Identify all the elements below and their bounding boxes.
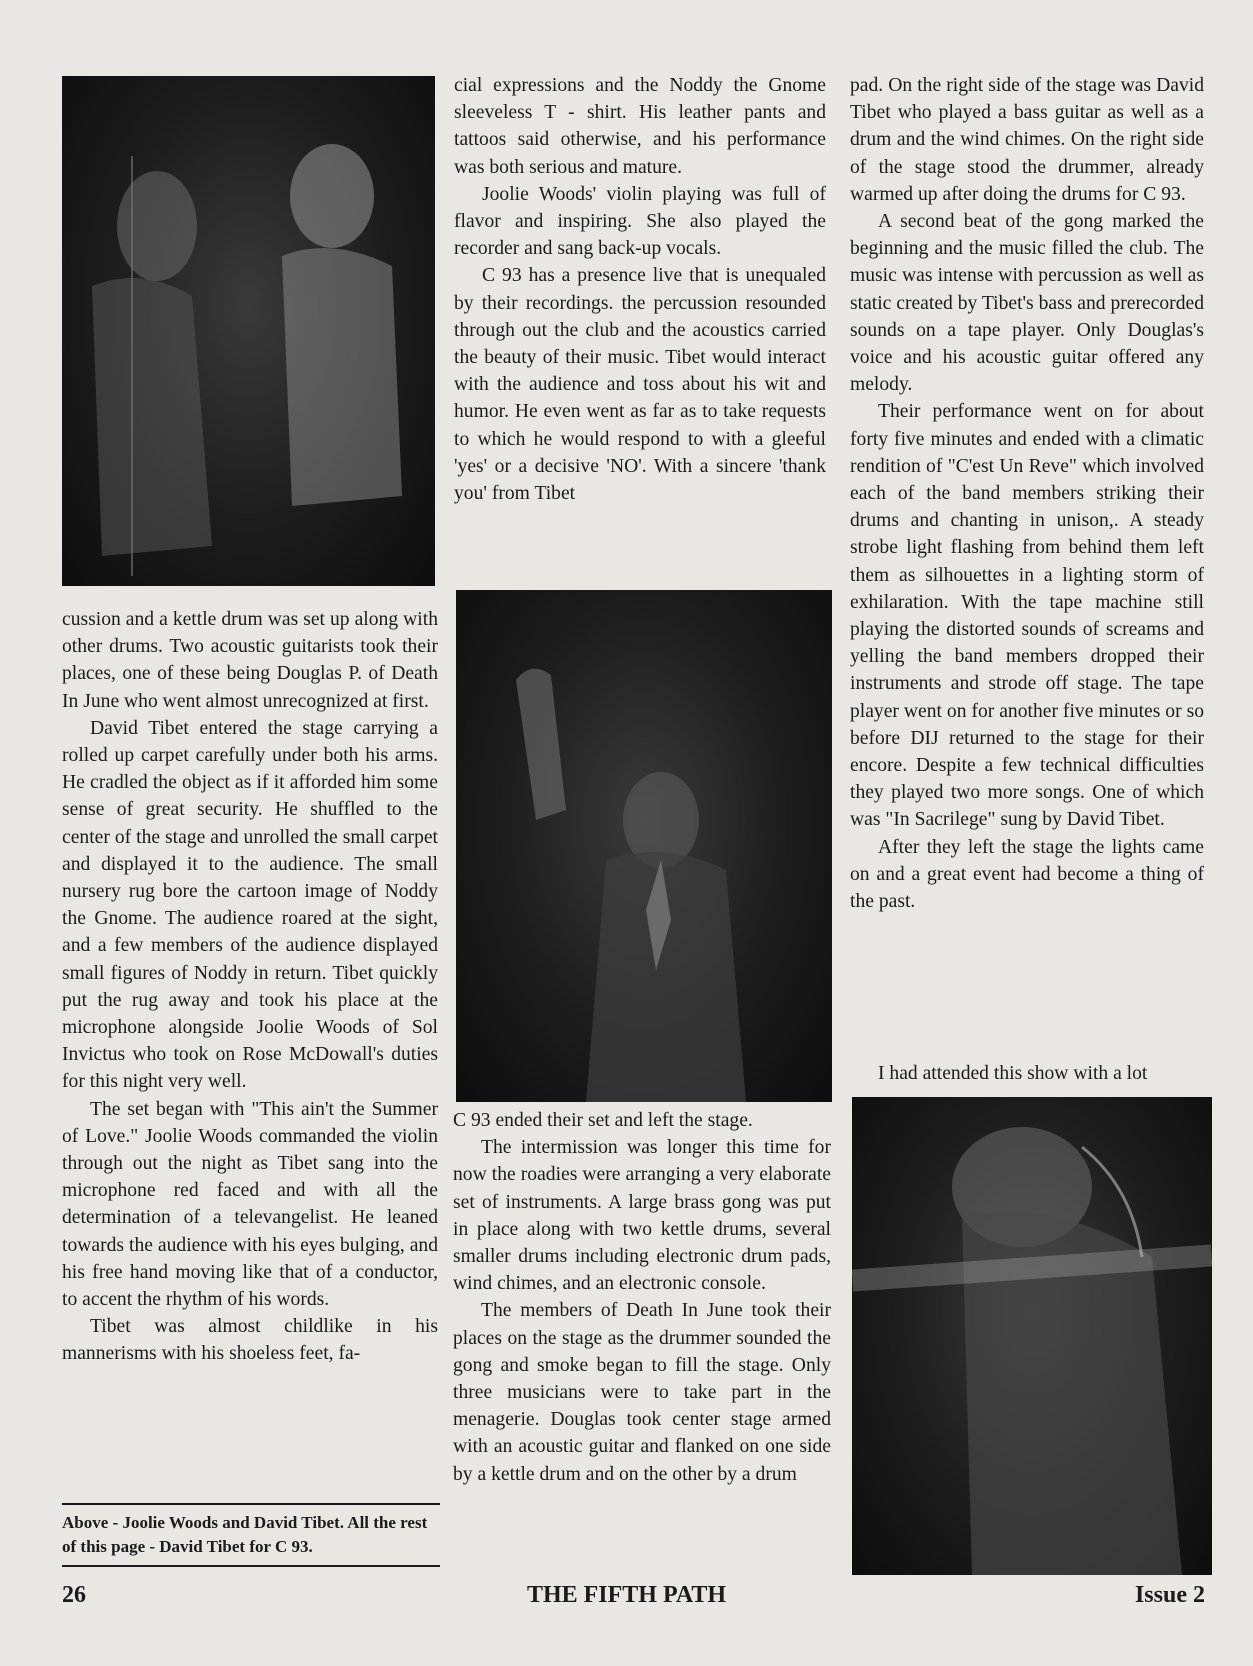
paragraph: The intermission was longer this time for now the roadies were arranging a very elaborate set of instruments. A large brass gong was put in place along with two kettle drums, several smaller drums including electronic drum pads, wind chimes, and an electronic console.: [453, 1137, 831, 1295]
photo-david-tibet-raised-fist: [456, 590, 832, 1102]
paragraph: Their performance went on for about forty five minutes and ended with a climatic rendition of "C'est Un Reve" which involved each of the band members striking their drums and chanting in unison,. A steady strobe light flashing from behind them left them as silhouettes in a lighting storm of exhilaration. With the tape machine still playing the distorted sounds of screams and yelling the band members dropped their instruments and strode off stage. The tape player went on for another five minutes or so before DIJ returned to the stage for their encore. Despite a few technical difficulties they played two more songs. One of which was "In Sacrilege" sung by David Tibet.: [850, 401, 1204, 831]
photo-caption: Above - Joolie Woods and David Tibet. All the rest of this page - David Tibet for C 93.: [62, 1503, 440, 1567]
paragraph: C 93 ended their set and left the stage.: [453, 1110, 753, 1131]
paragraph: pad. On the right side of the stage was David Tibet who played a bass guitar as well as a drum and the wind chimes. On the right side of the stage stood the drummer, already warmed up after doing the drums for C 93.: [850, 75, 1204, 205]
paragraph: I had attended this show with a lot: [878, 1063, 1148, 1084]
paragraph: The members of Death In June took their places on the stage as the drummer sounded the gong and smoke began to fill the stage. Only three musicians were to take part in the menagerie. Douglas took center stage armed with an acoustic guitar and flanked on one side by a kettle drum and on the other by a drum: [453, 1300, 831, 1485]
paragraph: cial expressions and the Noddy the Gnome sleeveless T - shirt. His leather pants and tattoos said otherwise, and his performance was both serious and mature.: [454, 75, 826, 178]
photo-joolie-woods-and-david-tibet: [62, 76, 435, 586]
article-column-left-bottom: [62, 606, 438, 1368]
issue-label: Issue 2: [1134, 1582, 1205, 1608]
article-column-right-continuation: [850, 1060, 1204, 1087]
publication-title: THE FIFTH PATH: [526, 1582, 727, 1608]
article-column-right-top: [850, 72, 1204, 915]
paragraph: Tibet was almost childlike in his mannerisms with his shoeless feet, fa-: [62, 1316, 438, 1365]
paragraph: David Tibet entered the stage carrying a rolled up carpet carefully under both his arms. He cradled the object as if it afforded him some sense of great security. He shuffled to the center of the stage and unrolled the small carpet and displayed it to the audience. The small nursery rug bore the cartoon image of Noddy the Gnome. The audience roared at the sight, and a few members of the audience displayed small figures of Noddy in return. Tibet quickly put the rug away and took his place at the microphone alongside Joolie Woods of Sol Invictus who took on Rose McDowall's duties for this night very well.: [62, 717, 438, 1093]
paragraph: Joolie Woods' violin playing was full of flavor and inspiring. She also played the recorder and sang back-up vocals.: [454, 183, 826, 260]
paragraph: cussion and a kettle drum was set up along with other drums. Two acoustic guitarists took their places, one of these being Douglas P. of Death In June who went almost unrecognized at first.: [62, 609, 438, 712]
photo-david-tibet-closeup: [852, 1097, 1212, 1575]
article-column-middle-top: [454, 72, 826, 507]
paragraph: C 93 has a presence live that is unequaled by their recordings. the percussion resounded through out the club and the acoustics carried the beauty of their music. Tibet would interact with the audience and toss about his wit and humor. He even went as far as to take requests to which he would respond to with a gleeful 'yes' or a decisive 'NO'. With a sincere 'thank you' from Tibet: [454, 265, 826, 505]
article-column-middle-bottom: [453, 1107, 831, 1488]
paragraph: A second beat of the gong marked the beginning and the music filled the club. The music was intense with percussion as well as static created by Tibet's bass and prerecorded sounds on a tape player. Only Douglas's voice and his acoustic guitar offered any melody.: [850, 211, 1204, 396]
paragraph: The set began with "This ain't the Summer of Love." Joolie Woods commanded the violin through out the night as Tibet sang into the microphone red faced and with all the determination of a televangelist. He leaned towards the audience with his eyes bulging, and his free hand moving like that of a conductor, to accent the rhythm of his words.: [62, 1098, 438, 1311]
page-number: 26: [62, 1582, 86, 1608]
paragraph: After they left the stage the lights came on and a great event had become a thing of the past.: [850, 836, 1204, 913]
